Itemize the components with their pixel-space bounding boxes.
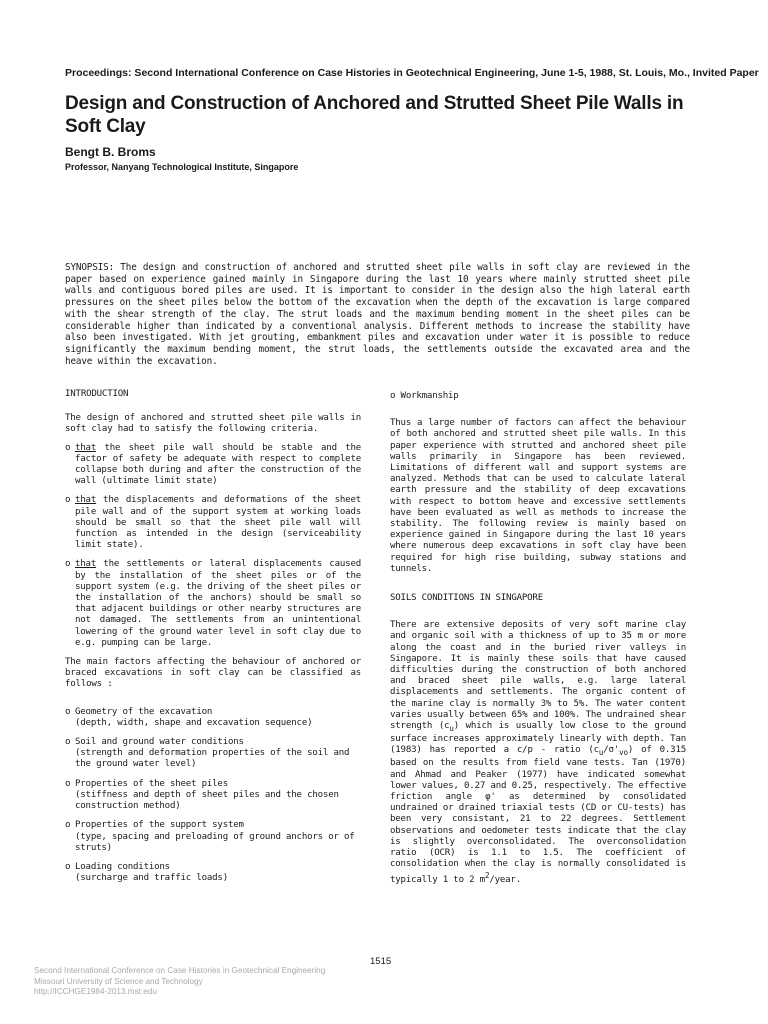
criterion-item — [65, 495, 361, 551]
criterion-item — [65, 559, 361, 649]
right-column — [390, 391, 686, 887]
bullet: o — [65, 495, 71, 506]
factor-detail: (depth, width, shape and excavation sequence) — [75, 717, 313, 728]
subscript: u — [449, 723, 454, 733]
intro-paragraph: The design of anchored and strutted sheet pile walls in soft clay had to satisfy the following criteria. — [65, 413, 361, 435]
footer-line: Second International Conference on Case Histories in Geotechnical Engineering — [34, 966, 326, 975]
factors-paragraph: The main factors affecting the behaviour of anchored or braced excavations in soft clay can be classified as follows : — [65, 657, 361, 690]
factor-title: Properties of the support system — [75, 820, 244, 831]
criterion-text: the displacements and deformations of the sheet pile wall and of the support system at working loads should be small so that the sheet pile wall will function as intended in the design (serviceability limit state). — [75, 495, 361, 551]
subscript: u — [598, 748, 604, 758]
bullet: o — [65, 861, 71, 872]
factor-title-line — [65, 862, 361, 873]
factor-title: Loading conditions — [75, 861, 170, 872]
factor-detail: (strength and deformation properties of the soil and the ground water level) — [75, 748, 350, 770]
factor-detail: (surcharge and traffic loads) — [75, 873, 228, 884]
left-column — [65, 389, 361, 884]
criterion-lead: that — [75, 442, 97, 453]
bullet: o — [65, 559, 71, 570]
footer — [34, 966, 325, 998]
page-number: 1515 — [370, 956, 392, 967]
author-affiliation: Professor, Nanyang Technological Institute, Singapore — [65, 162, 299, 172]
soils-text: /year. — [489, 875, 521, 886]
criterion-text: the sheet pile wall should be stable and the factor of safety be adequate with respect to complete collapse both during and after the construction of the wall (ultimate limit state) — [75, 442, 361, 487]
footer-link[interactable]: http://ICCHGE1984-2013.mst.edu — [34, 987, 157, 996]
factor-title-line — [65, 779, 361, 790]
factor-title-line — [65, 737, 361, 748]
soils-text: ) which is usually low close to the ground surface increases approximately linearly with depth. Tan (1983) has reported a c/p - ratio (c — [390, 721, 687, 756]
factor-detail: (type, spacing and preloading of ground anchors or of struts) — [75, 831, 355, 853]
factor-title: Geometry of the excavation — [75, 706, 213, 717]
factor-title-line — [65, 820, 361, 831]
author-name: Bengt B. Broms — [65, 145, 156, 159]
factor-title: Properties of the sheet piles — [75, 778, 228, 789]
factor-title-line — [65, 707, 361, 718]
synopsis: SYNOPSIS: The design and construction of anchored and strutted sheet pile walls in soft clay are reviewed in the paper based on experience gained mainly in Singapore during the last 10 years where mainly strutted sheet pile walls and contiguous bored piles are used. It is important to consider in the design also the high lateral earth pressures on the sheet piles below the bottom of the excavation when the depth of the excavation is large compared with the shear strength of the clay. The strut loads and the maximum bending moment in the sheet piles can be considerable higher than indicated by a conventional analysis. Different methods to increase the stability have also been investigated. With jet grouting, embankment piles and excavation under water it is possible to reduce significantly the maximum bending moment, the strut loads, the settlements outside the excavated area and the heave within the excavation. — [65, 262, 690, 367]
bullet: o — [65, 820, 71, 831]
criterion-text: the settlements or lateral displacements caused by the installation of the sheet piles or of the support system (e.g. the driving of the sheet piles or the installation of the anchors) should be small so that adjacent buildings or other nearby structures are not damaged. The settlements from an unintentional lowering of the ground water level in soft clay due to e.g. pumping can be large. — [75, 559, 361, 648]
criterion-lead: that — [75, 495, 97, 506]
bullet: o — [65, 737, 71, 748]
workmanship-item: o Workmanship — [390, 391, 459, 401]
factor-item — [65, 707, 361, 729]
factor-item — [65, 862, 361, 884]
subscript: vo — [619, 748, 628, 758]
paper-title: Design and Construction of Anchored and Strutted Sheet Pile Walls in Soft Clay — [65, 93, 684, 137]
soils-text: There are extensive deposits of very soft marine clay and organic soil with a thickness of up to 35 m or more along the coast and in the buried river valleys in Singapore. It is mainly these soils that have caused difficulties during the construction of both anchored and braced sheet pile walls, e.g. large lateral displacements and settlements. The organic content of the marine clay is normally 3% to 5%. The water content varies usually between 65% and 100%. The undrained shear strength (c — [390, 620, 686, 732]
factor-title: Soil and ground water conditions — [75, 737, 244, 748]
factor-item — [65, 779, 361, 813]
superscript: 2 — [484, 871, 490, 881]
bullet: o — [65, 706, 71, 717]
proceedings-line: Proceedings: Second International Conference on Case Histories in Geotechnical Engineering, June 1-5, 1988, St. Louis, Mo., Invited Paper — [65, 67, 759, 79]
criteria-list — [65, 443, 361, 649]
soils-paragraph — [390, 620, 686, 886]
bullet: o — [65, 442, 71, 453]
introduction-heading: INTRODUCTION — [65, 389, 129, 399]
criterion-item — [65, 443, 361, 488]
soils-text: ) of 0.315 based on the results from field vane tests. Tan (1970) and Ahmad and Peaker (1977) have indicated somewhat lower values, 0.27 and 0.25, respectively. The effective friction angle φ' as determined by consolidated undrained or drained triaxial tests (CD or CU-tests) has been very consistant, 21 to 22 degrees. Settlement observations and oedometer tests indicate that the clay is slightly overconsolidated. The overconsolidation ratio (OCR) is 1.1 to 1.5. The coefficient of consolidation when the clay is normally consolidated is typically 1 to 2 m — [390, 745, 687, 886]
factors-list — [65, 707, 361, 885]
footer-line: Missouri University of Science and Technology — [34, 976, 203, 986]
factor-detail: (stiffness and depth of sheet piles and the chosen construction method) — [75, 789, 339, 812]
soils-heading: SOILS CONDITIONS IN SINGAPORE — [390, 593, 543, 604]
factor-item — [65, 737, 361, 771]
review-paragraph: Thus a large number of factors can affect the behaviour of both anchored and strutted sheet pile walls. In this paper experience with strutted and anchored sheet pile walls primarily in Singapore has been reviewed. Limitations of different wall and support systems are analyzed. Methods that can be used to calculate lateral earth pressure and the stability of deep excavations with respect to bottom heave and excessive settlements have been evaluated as well as methods to increase the stability. The following review is mainly based on experience gained in Singapore during the last 10 years where numerous deep excavations in soft clay have been required for high rise building, subway stations and tunnels. — [390, 418, 686, 574]
factor-item — [65, 820, 361, 854]
bullet: o — [65, 778, 71, 789]
soils-text: /σ' — [603, 745, 620, 756]
criterion-lead: that — [75, 559, 97, 570]
